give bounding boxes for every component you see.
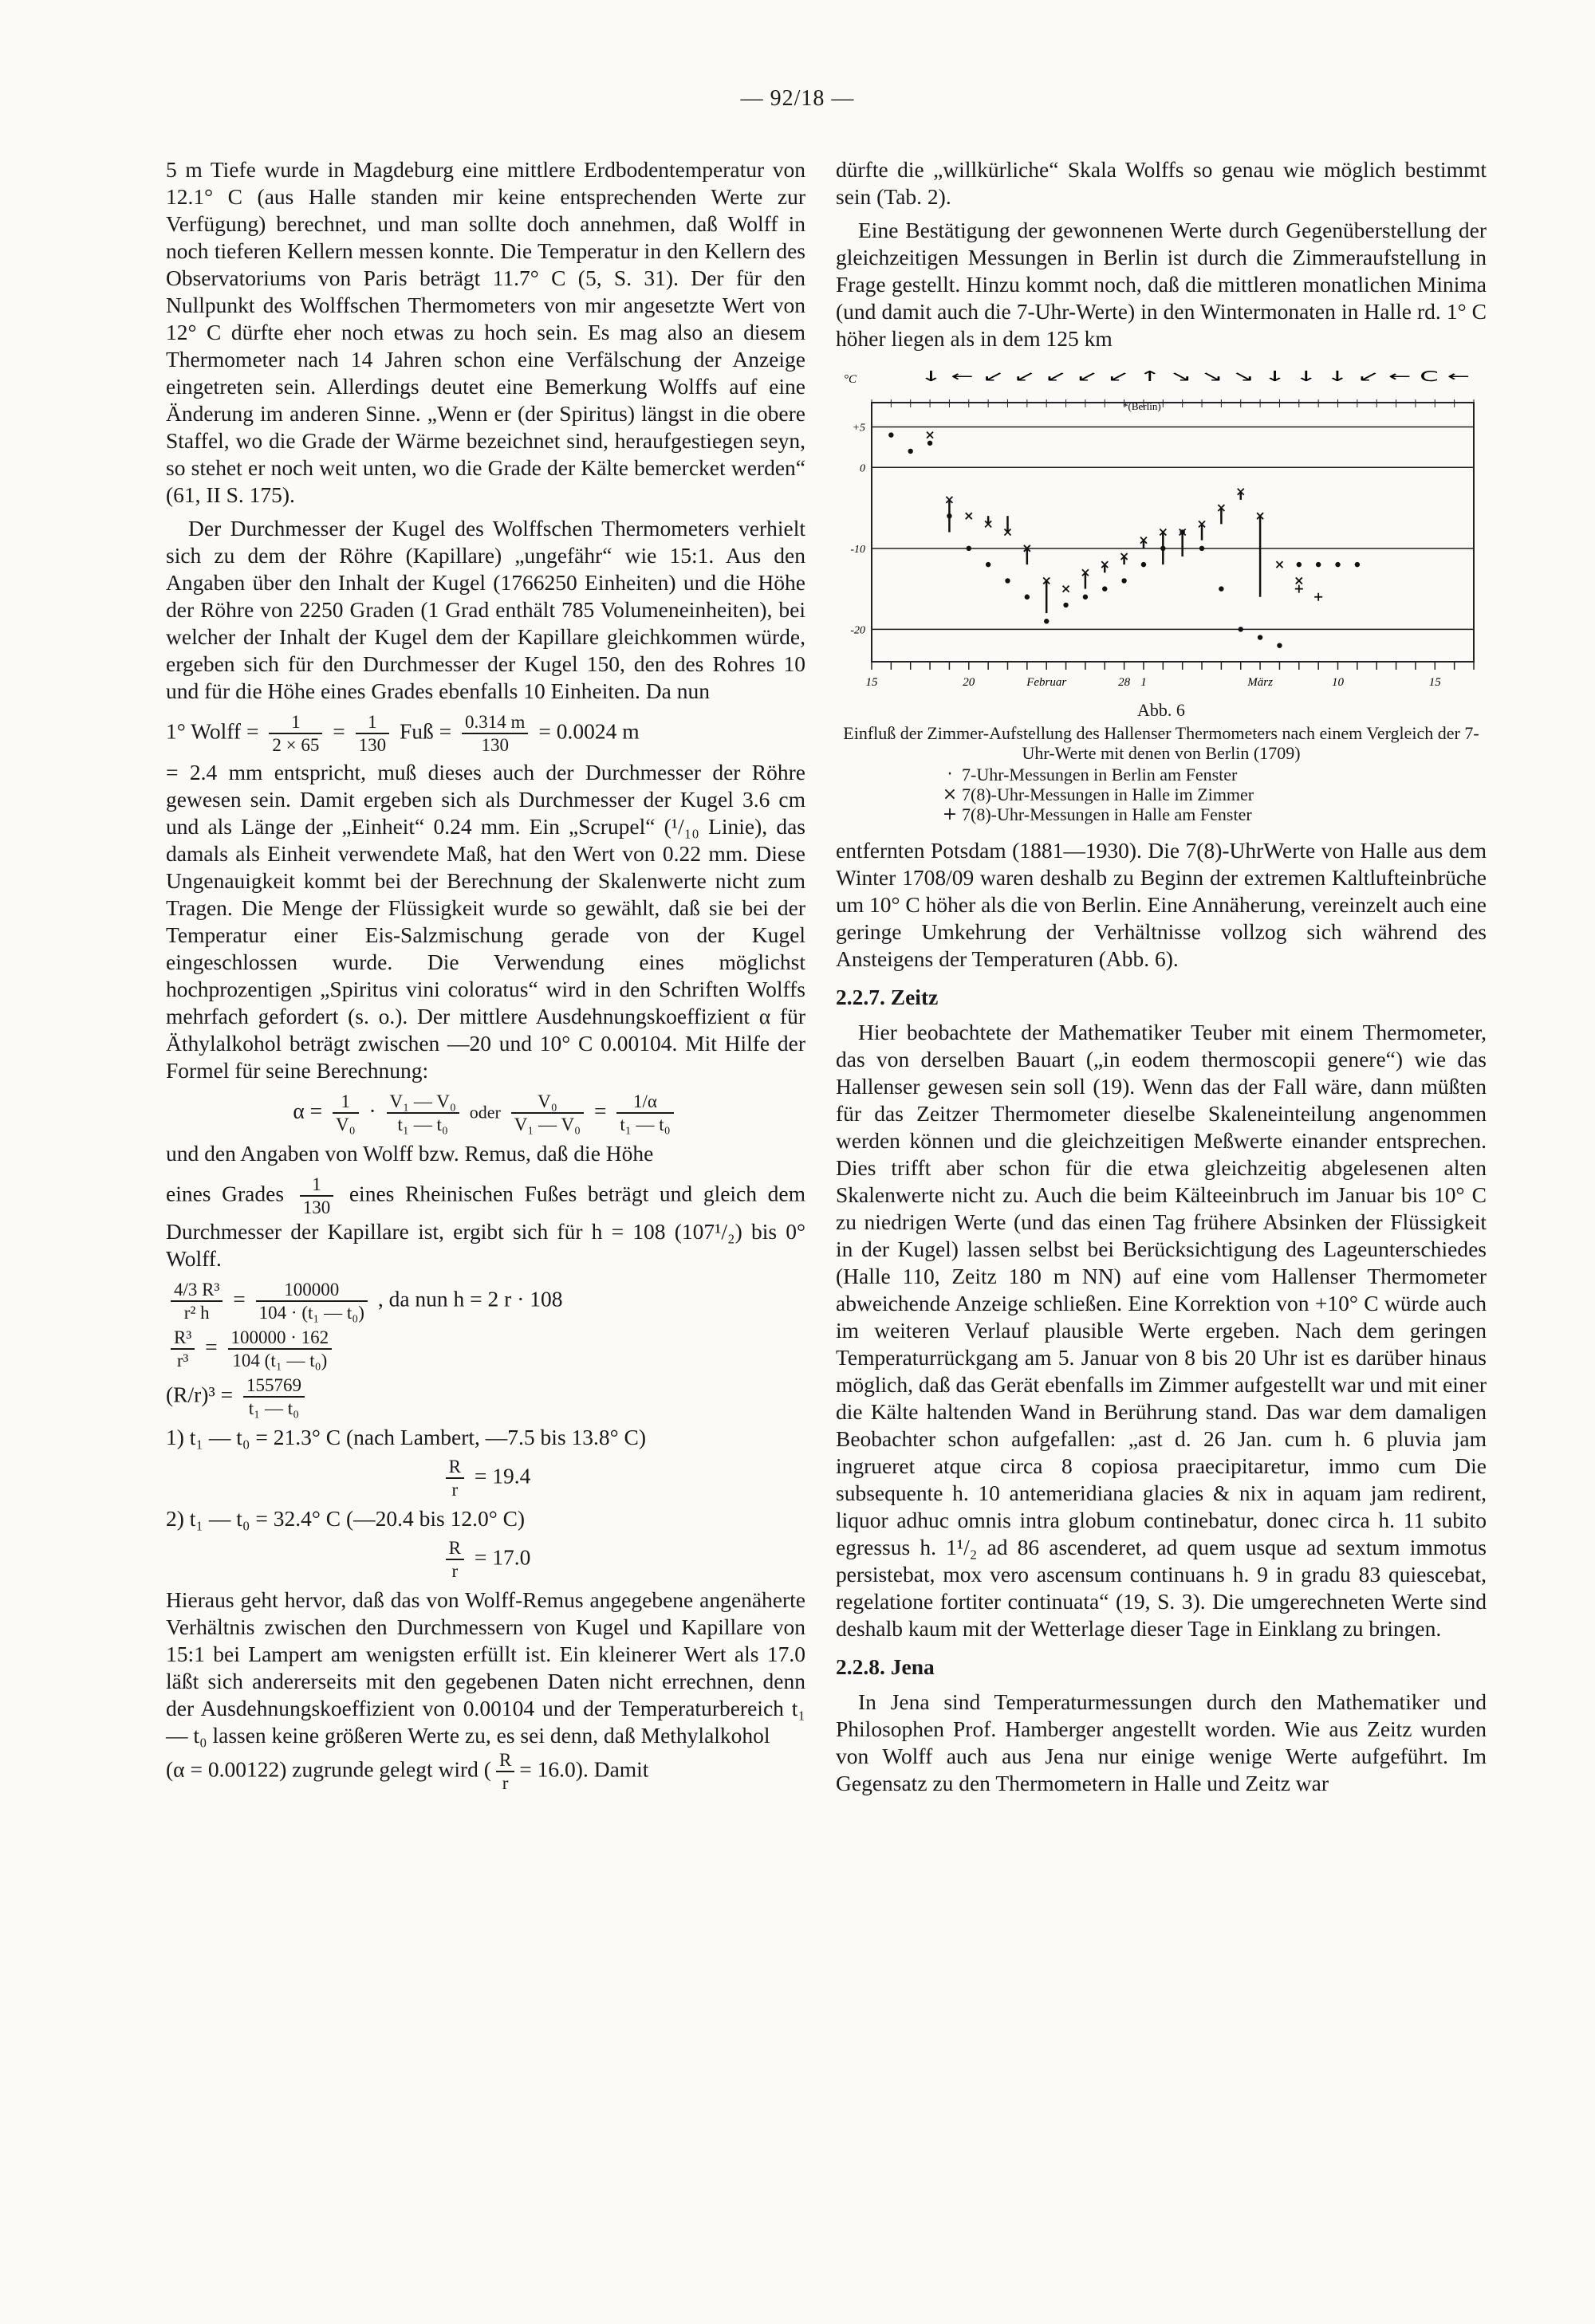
halle-room-point	[966, 513, 972, 519]
chart-points	[888, 432, 1360, 648]
berlin-point	[1258, 635, 1262, 639]
chart-top-symbols: ↓ ← ↙ ↙ ↙ ↙ ↙ ↑ ↘ ↘ ↘ ↓ ↓ ↓ ↙ ← C ←	[920, 368, 1470, 385]
x-tick-label: 15	[865, 676, 878, 689]
berlin-point	[1355, 562, 1360, 567]
berlin-point	[1063, 603, 1068, 608]
paragraph: = 2.4 mm entspricht, muß dieses auch der Durchmesser der Röhre gewesen sein. Damit ergeben sich als Durchmesser der Kugel 3.6 cm und als Länge der „Einheit“ 0.24 mm. Ein „Scrupel“ (¹/₁₀ Linie), das damals als Einheit verwendete Maß, hat den Wert von 0.22 mm. Diese Ungenauigkeit kommt bei der Berechnung der Skalenwerte nicht zum Tragen. Die Menge der Flüssigkeit wurde so gewählt, daß sie bei der Temperatur einer Eis-Salzmischung gerade von der Kugel eingeschlossen wurde. Die Verwendung eines möglichst hochprozentigen „Spiritus vini coloratus“ wird in den Schriften Wolffs mehrfach gefordert (s. o.). Der mittlere Ausdehnungskoeffizient α für Äthylalkohol beträgt zwischen —20 und 10° C 0.00104. Mit Hilfe der Formel für seine Berechnung:	[166, 760, 805, 1083]
paragraph: (α = 0.00122) zugrunde gelegt wird ( $\frac{R}{r}$ = 16.0). Damit	[166, 1750, 649, 1793]
figure-abb-6	[836, 359, 1487, 824]
halle-window-point	[1295, 585, 1303, 593]
chart-ylabel: °C	[844, 373, 857, 386]
x-tick-label: 1	[1140, 676, 1147, 689]
berlin-point	[1005, 578, 1010, 583]
chart-berlin-note: *(Berlin)	[1123, 400, 1161, 412]
berlin-point	[1160, 546, 1165, 551]
paragraph: entfernten Potsdam (1881—1930). Die 7(8)-UhrWerte von Halle aus dem Winter 1708/09 waren deshalb zu Beginn der extremen Kaltlufteinbrüche um 10° C höher als die von Berlin. Eine Annäherung, vereinzelt auch eine geringe Umkehrung der Verhältnisse vollzog sich während des Ansteigens der Temperaturen (Abb. 6).	[836, 838, 1487, 971]
figure-label: Abb. 6	[1137, 700, 1185, 720]
x-tick-label: Februar	[1026, 676, 1067, 689]
paragraph: In Jena sind Temperaturmessungen durch den Mathematiker und Philosophen Prof. Hamberger angestellt worden. Wie aus Zeitz wurden von Wolff auch aus Jena nur einige wenige Werte aufgeführt. Im Gegensatz zu den Thermometern in Halle und Zeitz war	[836, 1689, 1487, 1795]
page-number: — 92/18 —	[740, 86, 855, 111]
berlin-point	[1219, 586, 1223, 591]
fraction: $\frac{1}{130}$	[356, 711, 390, 756]
legend-item: · 7-Uhr-Messungen in Berlin am Fenster	[947, 765, 1238, 784]
berlin-point	[1025, 595, 1030, 600]
berlin-point	[1083, 595, 1088, 600]
section-heading: 2.2.7. Zeitz	[836, 985, 939, 1009]
plot-frame	[872, 403, 1474, 662]
section-heading: 2.2.8. Jena	[836, 1654, 935, 1679]
formula-wolff-degree: 1° Wolff = $\frac{1}{2 \times 65}$ = $\frac{1}{130}$ Fuß = $\frac{0.314 m}{130}$ = 0.0024 m	[166, 712, 640, 755]
halle-room-point	[927, 432, 933, 438]
x-tick-label: 15	[1428, 676, 1441, 689]
berlin-point	[986, 562, 990, 567]
berlin-point	[1297, 562, 1302, 567]
paragraph: und den Angaben von Wolff bzw. Remus, daß die Höhe	[166, 1141, 654, 1166]
berlin-point	[967, 546, 971, 551]
fraction: $\frac{1}{2 \times 65}$	[269, 711, 322, 756]
formula-alpha: α = $\frac{1}{\text{V₀}}$ · $\frac{\text{V₁ — V₀}}{\text{t₁ — t₀}}$ oder $\frac{\text{V₀}}{\text{V₁ — V₀}}$ = $\frac{1/\alpha}{\text{t₁ — t₀}}$	[166, 1091, 805, 1135]
x-tick-label: 20	[963, 676, 975, 689]
paragraph: Hieraus geht hervor, daß das von Wolff-Remus angegebene angenäherte Verhältnis zwischen den Durchmessern von Kugel und Kapillare von 15:1 bei Lampert am wenigsten erfüllt ist. Ein kleinerer Wert als 17.0 läßt sich andererseits mit den gegebenen Daten nicht errechnen, denn der Ausdehnungskoeffizient von 0.00104 und der Temperaturbereich t₁ — t₀ lassen keine größeren Werte zu, es sei denn, daß Methylalkohol	[166, 1587, 805, 1748]
legend-item: × 7(8)-Uhr-Messungen in Halle im Zimmer	[942, 784, 1254, 804]
fraction: $\frac{0.314 m}{130}$	[462, 711, 528, 756]
halle-room-point	[1296, 577, 1302, 584]
berlin-point	[1199, 546, 1204, 551]
berlin-point	[1044, 619, 1049, 623]
berlin-point	[927, 441, 932, 446]
berlin-point	[888, 432, 893, 437]
result-2: 2) t₁ — t₀ = 32.4° C (—20.4 bis 12.0° C) $\frac{R}{r}$ = 17.0	[166, 1506, 531, 1581]
chart-ranges	[911, 475, 1260, 613]
figure-caption: Einfluß der Zimmer-Aufstellung des Hallenser Thermometers nach einem Vergleich der 7-Uhr-Werte mit denen von Berlin (1709)	[843, 723, 1479, 763]
y-tick-label: -10	[850, 543, 865, 556]
berlin-point	[1121, 578, 1126, 583]
figure-legend	[938, 765, 1384, 824]
y-tick-label: -20	[850, 624, 865, 637]
y-tick-label: +5	[852, 422, 865, 435]
paragraph: dürfte die „willkürliche“ Skala Wolffs so genau wie möglich bestimmt sein (Tab. 2).	[836, 157, 1487, 209]
result-1: 1) t₁ — t₀ = 21.3° C (nach Lambert, —7.5 bis 13.8° C) $\frac{R}{r}$ = 19.4	[166, 1425, 647, 1500]
berlin-point	[1239, 627, 1243, 631]
paragraph: Eine Bestätigung der gewonnenen Werte durch Gegenüberstellung der gleichzeitigen Messungen in Berlin ist durch die Zimmeraufstellung in Frage gestellt. Hinzu kommt noch, daß die mittleren monatlichen Minima (und damit auch die 7-Uhr-Werte) in den Wintermonaten in Halle rd. 1° C höher liegen als in dem 125 km	[836, 218, 1487, 351]
halle-room-point	[1063, 586, 1069, 592]
x-tick-label: März	[1247, 676, 1273, 689]
paragraph: Hier beobachtete der Mathematiker Teuber mit einem Thermometer, das von derselben Bauart („in eodem thermoscopii genere“) wie das Hallenser gewesen sein soll (19). Wenn das der Fall wäre, dann müßten für das Zeitzer Thermometer dieselbe Skaleneinteilung angenommen werden können und die gleichzeitigen Meßwerte einander entsprechen. Dies trifft aber schon für die etwa gleichzeitig abgelesenen alten Skalenwerte nicht zu. Auch die beim Kälteeinbruch im Januar bis 10° C zu niedrigen Werte (und das einen Tag frühere Absinken der Flüssigkeit in der Kugel) lassen selbst bei Berücksichtigung des Lageunterschiedes (Halle 110, Zeitz 180 m NN) auf eine vom Hallenser Thermometer abweichende Anzeige schließen. Eine Korrektion von +10° C würde auch im weiteren Verlauf plausible Werte ergeben. Nach dem geringen Temperaturrückgang am 5. Januar von 8 bis 20 Uhr ist es darüber hinaus möglich, daß das Gerät ebenfalls im Zimmer aufgestellt war und mit einer die Kälte haltenden Wand in Berührung stand. Das war dem damaligen Beobachter schon aufgefallen: „ast d. 26 Jan. cum h. 6 pluvia jam ingrueret atque circa 8 copiosa praecipitaretur, immo cum Die subsequente h. 10 antemeridiana glacies & nix in aquam jam redirent, liquor adhuc omnis intra globum continebatur, donec circa h. 11 subito egressus h. 1¹/₂ ad 86 ascenderet, ad quem usque ad sextum immotus persistebat, mox vero ascensum continuans h. 9 in gradu 83 quiescebat, regelatione fortiter continuata“ (19, S. 3). Die umgerechneten Werte sind deshalb kaum mit der Wetterlage dieser Tage in Einklang zu bringen.	[836, 1020, 1487, 1641]
left-column	[166, 156, 805, 1800]
right-column	[836, 156, 1487, 1803]
paragraph: 5 m Tiefe wurde in Magdeburg eine mittlere Erdbodentemperatur von 12.1° C (aus Halle standen mir keine entsprechenden Werte zur Verfügung) berechnet, und man sollte doch annehmen, daß Wolff in noch tieferen Kellern messen konnte. Die Temperatur in den Kellern des Observatoriums von Paris beträgt 11.7° C (5, S. 31). Der für den Nullpunkt des Wolffschen Thermometers von mir angesetzte Wert von 12° C dürfte eher noch etwas zu hoch sein. Es mag also an diesem Thermometer nach 14 Jahren schon eine Verfälschung der Anzeige eingetreten sein. Allerdings deutet eine Bemerkung Wolffs auf eine Änderung im anderen Sinne. „Wenn er (der Spiritus) längst in die obere Staffel, wo die Grade der Wärme bezeichnet sind, heraufgestiegen seyn, so stehet er noch weit unten, wo die Grade der Kälte bemercket werden“ (61, II S. 175).	[166, 157, 805, 507]
x-tick-label: 10	[1332, 676, 1345, 689]
berlin-point	[1102, 586, 1107, 591]
berlin-point	[947, 513, 951, 518]
chart-svg	[836, 359, 1487, 697]
halle-room-point	[1276, 561, 1282, 568]
chart-ticks	[866, 676, 1442, 689]
berlin-point	[1277, 643, 1282, 647]
paragraph: eines Grades $\frac{1}{130}$ eines Rheinischen Fußes beträgt und gleich dem Durchmesser der Kapillare ist, ergibt sich für h = 108 (107¹/₂) bis 0° Wolff.	[166, 1174, 806, 1271]
berlin-point	[1316, 562, 1321, 567]
x-tick-label: 28	[1118, 676, 1131, 689]
formula-derivation: $\frac{\text{4/3 R³}}{\text{r² h}}$ = $\frac{100000}{\text{104 · (t₁ — t₀)}}$ , da nun h = 2 r · 108 $\frac{\text{R³}}{\text{r³}}$ = $\frac{100000 \cdot 162}{\text{104 (t₁ — t₀)}}$ (R/r)³ = $\frac{155769}{\text{t₁ — t₀}}$	[166, 1280, 563, 1418]
berlin-point	[1335, 562, 1340, 567]
halle-window-point	[1314, 593, 1322, 601]
y-tick-label: 0	[860, 462, 865, 475]
temperature-chart	[836, 359, 1487, 697]
legend-item: + 7(8)-Uhr-Messungen in Halle am Fenster	[942, 804, 1252, 824]
berlin-point	[1141, 562, 1146, 567]
berlin-point	[908, 449, 913, 454]
paragraph: Der Durchmesser der Kugel des Wolffschen Thermometers verhielt sich zu dem der Röhre (Kapillare) „ungefähr“ wie 15:1. Aus den Angaben über den Inhalt der Kugel (1766250 Einheiten) und die Höhe der Röhre von 2250 Graden (1 Grad enthält 785 Volumeneinheiten), bei welcher der Inhalt der Kugel dem der Kapillare gleichkommen würde, ergeben sich für den Durchmesser der Kugel 150, den des Rohres 10 und für die Höhe eines Grades ebenfalls 10 Einheiten. Da nun	[166, 516, 805, 703]
